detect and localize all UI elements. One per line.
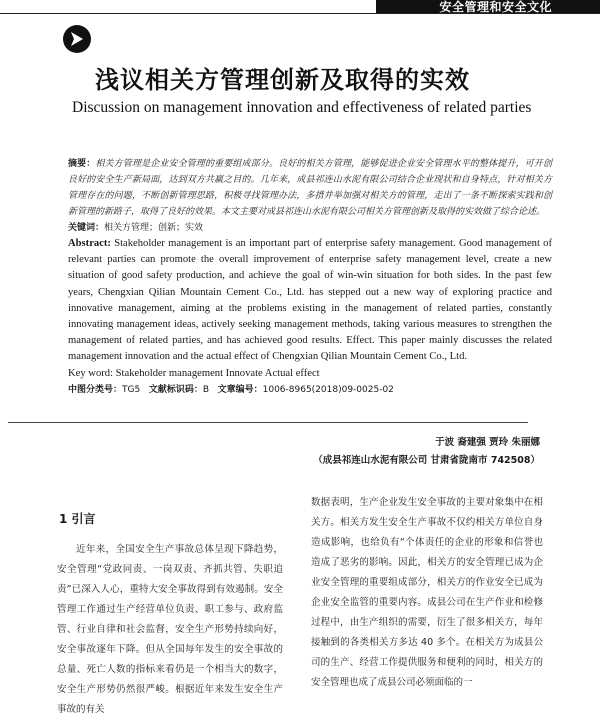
class-value: TG5 — [122, 384, 141, 395]
keywords-cn-text: 相关方管理；创新；实效 — [104, 223, 204, 233]
body-column-right: 数据表明，生产企业发生安全事故的主要对象集中在相关方。相关方发生安全生产事故不仅约相关方单位自身造成影响，也给负有“个体责任的企业的形象和信誉也造成了恶劣的影响。因此，相关方的安全管理已成为企业安全管理的重要组成部分，相关方的作业安全已成为企业安全监管的重要内容。成县公司在生产作业和检修过程中，由生产组织的需要，衍生了很多相关方，每年接触到的各类相关方多达 40 多个。在相关方为成县公司的生产、经营工作提供服务和便利的同时，相关方的安全管理也成了成县公司必须面临的一 — [311, 497, 543, 688]
affiliation: （成县祁连山水泥有限公司 甘肃省陇南市 742508） — [313, 455, 540, 466]
article-no-value: 1006-8965(2018)09-0025-02 — [262, 384, 394, 395]
top-header-bar — [0, 0, 600, 14]
abstract-cn-text: 相关方管理是企业安全管理的重要组成部分。良好的相关方管理，能够促进企业安全管理水平的整体提升，可开创良好的安全生产新局面，达到双方共赢之目的。几年来，成县祁连山水泥有限公司结合企业现状和自身特点，针对相关方管理存在的问题，不断创新管理思路，积极寻找管理办法，多措并举加强对相关方的管理，走出了一条不断探索实践和创新管理的新路子，取得了良好的效果。本文主要对成县祁连山水泥有限公司相关方管理创新及取得的实效做了综合论述。 — [68, 159, 552, 217]
keywords-en-text: Stakeholder management Innovate Actual effect — [113, 367, 320, 379]
abstract-cn — [68, 156, 552, 220]
section-label: 安全管理和安全文化 — [439, 0, 552, 14]
abstract-en-text: Stakeholder management is an important part of enterprise safety management. Good management of relevant parties can promote the overall improvement of enterprise safety management level, create a new situation of good safety production, and achieve the goal of win-win situation for both sides. In the past few years, Chengxian Qilian Mountain Cement Co., Ltd. has stepped out a new way of exploring practice and innovative management, aiming at the problems existing in the management of related parties, constantly innovating management ideas, actively seeking management methods, taking various measures to strengthen the management of related parties, and has achieved good results. Effect. This paper mainly discusses the related management innovation and the actual effect of Chengxian Qilian Mountain Cement Co., Ltd. — [68, 238, 552, 363]
abstract-en — [68, 236, 552, 366]
keywords-cn-label: 关键词： — [68, 223, 105, 233]
article-no-label: 文章编号： — [217, 384, 263, 395]
section-heading: 1 引言 — [59, 512, 96, 526]
keywords-en — [68, 366, 552, 382]
abstract-cn-label: 摘要： — [68, 159, 96, 169]
header-band — [376, 0, 600, 13]
article-title-cn: 浅议相关方管理创新及取得的实效 — [95, 66, 470, 94]
authors: 于波 裔建强 贾玲 朱丽娜 — [435, 437, 540, 448]
article-title-en: Discussion on management innovation and effectiveness of related parties — [72, 99, 532, 116]
abstract-block — [68, 156, 552, 398]
body-column-left: 近年来，全国安全生产事故总体呈现下降趋势，安全管理“党政同责、一岗双责、齐抓共管、失职追责”已深入人心，重特大安全事故得到有效遏制。安全管理工作通过生产经营单位负责、职工参与、政府监管、行业自律和社会监督，安全生产形势持续向好，安全事故逐年下降。但从全国每年发生的安全事故的总量、死亡人数的指标来看仍是一个相当大的数字，安全生产形势仍然很严峻。根据近年来发生安全生产事故的有关 — [57, 544, 283, 715]
keywords-cn — [68, 220, 552, 236]
class-label: 中图分类号： — [68, 384, 123, 395]
classification-line — [68, 382, 552, 398]
arrow-bullet-icon — [62, 24, 92, 54]
abstract-en-label: Abstract: — [68, 238, 111, 249]
doc-code-label: 文献标识码： — [148, 384, 203, 395]
keywords-en-label: Key word: — [68, 367, 114, 379]
separator-rule — [8, 422, 528, 423]
doc-code-value: B — [202, 384, 210, 395]
